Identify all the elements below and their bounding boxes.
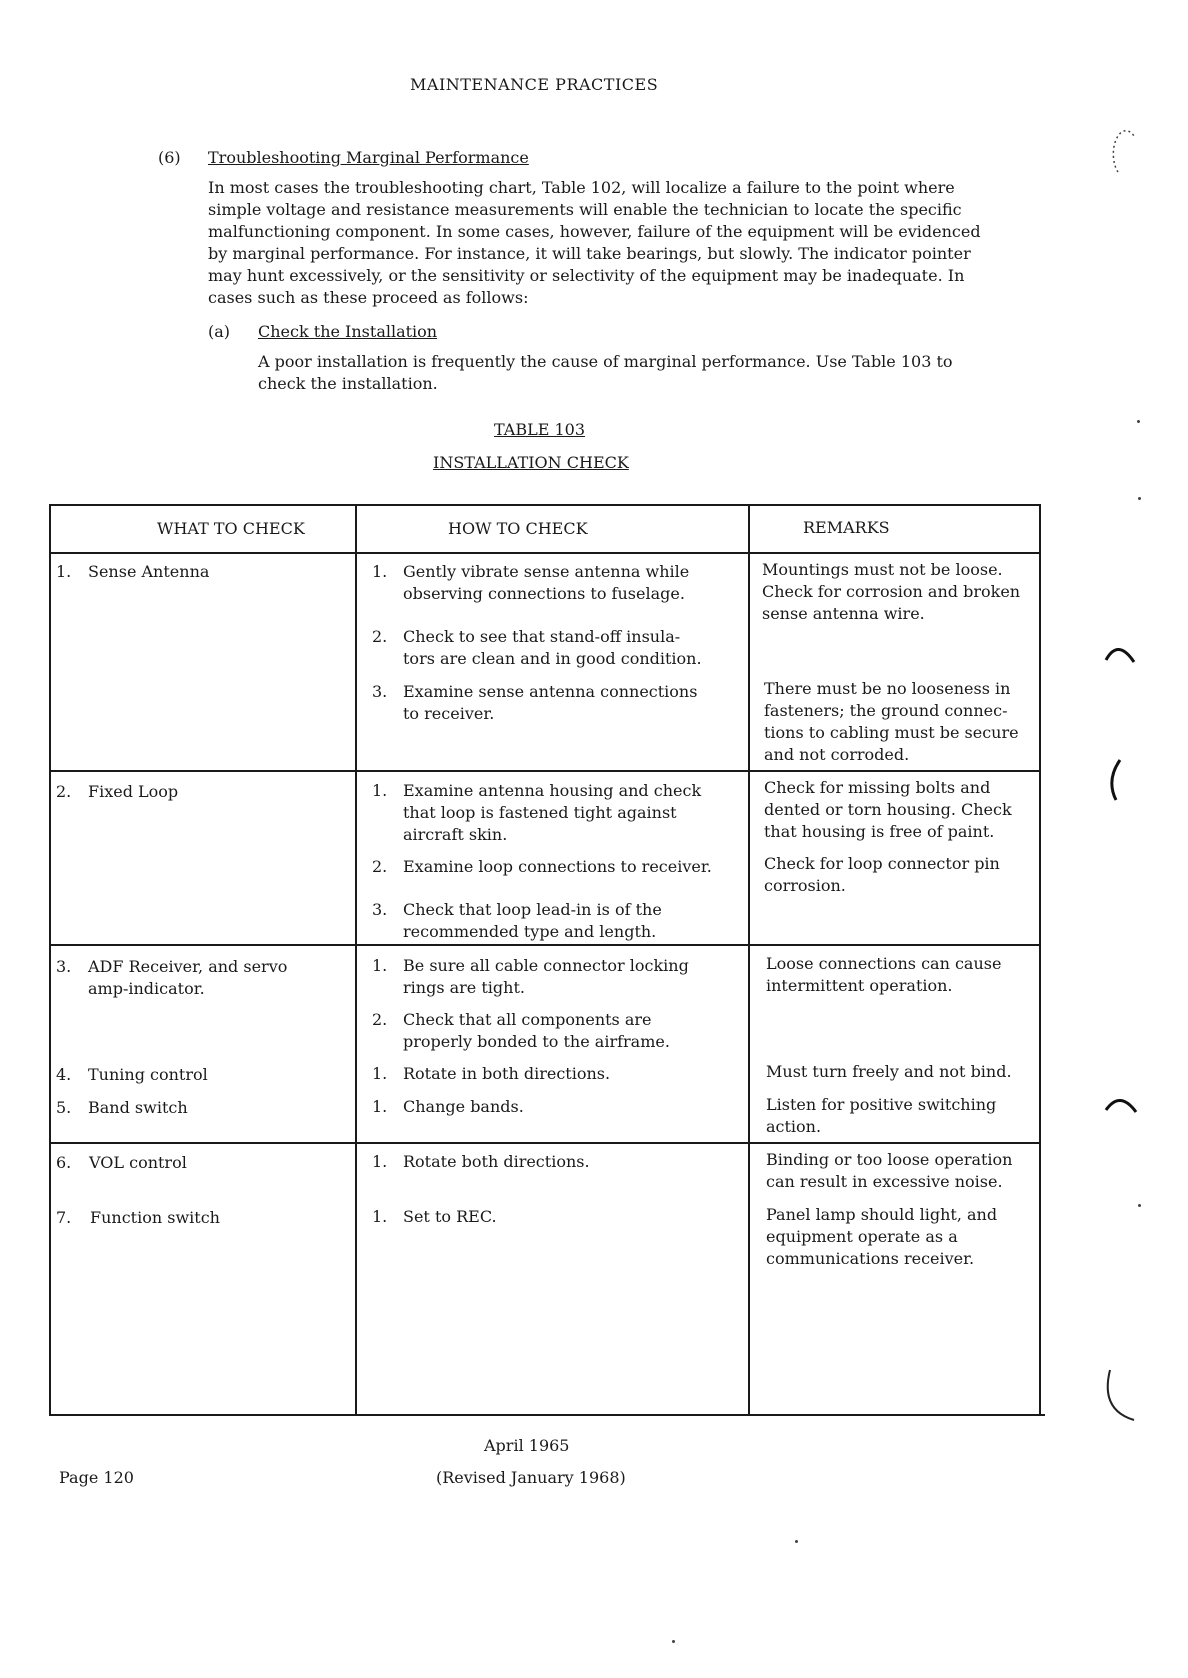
how-step-number: 3. — [372, 682, 388, 701]
what-item-label: Function switch — [90, 1208, 220, 1227]
table-title: INSTALLATION CHECK — [433, 453, 629, 472]
footer-page-number: Page 120 — [59, 1468, 134, 1487]
remark-text — [766, 1149, 1012, 1193]
remark-line: Check for corrosion and broken — [762, 582, 1021, 601]
what-item-number: 3. — [56, 957, 72, 976]
how-step-text — [403, 856, 712, 878]
how-step-line: aircraft skin. — [403, 825, 508, 844]
how-step-text — [403, 1009, 670, 1053]
how-step-line: Set to REC. — [403, 1207, 497, 1226]
remark-line: Binding or too loose operation — [766, 1150, 1013, 1169]
what-item-number: 7. — [56, 1208, 72, 1227]
how-step-text — [403, 899, 662, 943]
how-step-number: 2. — [372, 627, 388, 646]
how-step-line: rings are tight. — [403, 978, 525, 997]
what-item-label — [88, 956, 287, 1000]
binder-hole-mark — [1108, 1370, 1134, 1420]
what-item-label: Sense Antenna — [88, 562, 210, 581]
how-step-number: 1. — [372, 1064, 388, 1083]
what-item-line: ADF Receiver, and servo — [88, 957, 288, 976]
how-step-line: Change bands. — [403, 1097, 524, 1116]
footer-date: April 1965 — [484, 1436, 570, 1455]
how-step-line: Check that loop lead-in is of the — [403, 900, 662, 919]
remark-line: Must turn freely and not bind. — [766, 1062, 1012, 1081]
what-item-line: amp-indicator. — [88, 979, 205, 998]
table-row-divider — [49, 1142, 1041, 1144]
remark-line: tions to cabling must be secure — [764, 723, 1019, 742]
remark-line: action. — [766, 1117, 822, 1136]
how-step-text — [403, 1063, 610, 1085]
section-paragraph-line: malfunctioning component. In some cases, however, failure of the equipment will be evidenced — [208, 222, 981, 241]
table-border-right — [1039, 504, 1041, 1416]
how-step-text — [403, 780, 701, 846]
what-item-number: 5. — [56, 1098, 72, 1117]
how-step-number: 1. — [372, 1152, 388, 1171]
remark-line: There must be no looseness in — [764, 679, 1011, 698]
how-step-text — [403, 1151, 590, 1173]
scan-speck — [1137, 420, 1140, 423]
remark-line: corrosion. — [764, 876, 846, 895]
remark-text — [764, 777, 1012, 843]
scan-speck — [672, 1640, 675, 1643]
how-step-line: Examine sense antenna connections — [403, 682, 698, 701]
remark-text — [762, 559, 1020, 625]
table-border-top — [49, 504, 1041, 506]
section-paragraph-line: by marginal performance. For instance, it will take bearings, but slowly. The indicator pointer — [208, 244, 971, 263]
col-header-what: WHAT TO CHECK — [157, 519, 305, 538]
scan-speck — [1138, 497, 1141, 500]
how-step-number: 3. — [372, 900, 388, 919]
remark-line: fasteners; the ground connec- — [764, 701, 1008, 720]
remark-line: Listen for positive switching — [766, 1095, 997, 1114]
how-step-line: recommended type and length. — [403, 922, 657, 941]
remark-text — [766, 1061, 1012, 1083]
remark-text — [766, 1204, 997, 1270]
table-number: TABLE 103 — [494, 420, 586, 439]
table-column-divider — [355, 504, 357, 1416]
binder-hole-marks — [1090, 120, 1188, 1440]
subsection-paragraph-line: check the installation. — [258, 374, 438, 393]
remark-line: can result in excessive noise. — [766, 1172, 1003, 1191]
what-item-number: 1. — [56, 562, 72, 581]
what-item-number: 2. — [56, 782, 72, 801]
subsection-paragraph-line: A poor installation is frequently the cause of marginal performance. Use Table 103 to — [258, 352, 953, 371]
how-step-line: Rotate both directions. — [403, 1152, 590, 1171]
what-item-number: 4. — [56, 1065, 72, 1084]
what-item-number: 6. — [56, 1153, 72, 1172]
remark-line: and not corroded. — [764, 745, 910, 764]
how-step-number: 1. — [372, 1097, 388, 1116]
how-step-line: tors are clean and in good condition. — [403, 649, 702, 668]
section-title: Troubleshooting Marginal Performance — [208, 148, 529, 167]
table-column-divider — [748, 504, 750, 1416]
section-paragraph-line: In most cases the troubleshooting chart, Table 102, will localize a failure to the point where — [208, 178, 955, 197]
remark-line: Panel lamp should light, and — [766, 1205, 998, 1224]
how-step-text — [403, 1096, 524, 1118]
remark-text — [766, 953, 1001, 997]
what-item-label: VOL control — [89, 1153, 187, 1172]
section-paragraph-line: simple voltage and resistance measurements will enable the technician to locate the specific — [208, 200, 962, 219]
how-step-line: observing connections to fuselage. — [403, 584, 685, 603]
table-row-divider — [49, 944, 1041, 946]
how-step-line: Be sure all cable connector locking — [403, 956, 689, 975]
how-step-number: 1. — [372, 956, 388, 975]
scan-speck — [795, 1540, 798, 1543]
how-step-line: Check to see that stand-off insula- — [403, 627, 681, 646]
how-step-text — [403, 1206, 497, 1228]
col-header-how: HOW TO CHECK — [448, 519, 588, 538]
how-step-number: 1. — [372, 1207, 388, 1226]
remark-line: that housing is free of paint. — [764, 822, 995, 841]
remark-text — [764, 678, 1019, 766]
section-paragraph-line: may hunt excessively, or the sensitivity or selectivity of the equipment may be inadequate. In — [208, 266, 965, 285]
section-paragraph — [208, 177, 981, 309]
subsection-number: (a) — [208, 322, 231, 341]
remark-text — [766, 1094, 996, 1138]
how-step-line: Rotate in both directions. — [403, 1064, 611, 1083]
remark-line: communications receiver. — [766, 1249, 975, 1268]
binder-hole-mark — [1106, 1100, 1136, 1112]
binder-hole-mark — [1106, 649, 1134, 662]
how-step-line: Examine antenna housing and check — [403, 781, 702, 800]
what-item-label: Band switch — [88, 1098, 188, 1117]
binder-hole-mark — [1113, 131, 1134, 172]
how-step-text — [403, 626, 702, 670]
subsection-title: Check the Installation — [258, 322, 438, 341]
how-step-line: Check that all components are — [403, 1010, 652, 1029]
how-step-number: 2. — [372, 1010, 388, 1029]
how-step-line: Examine loop connections to receiver. — [403, 857, 712, 876]
section-paragraph-line: cases such as these proceed as follows: — [208, 288, 529, 307]
binder-hole-mark — [1112, 760, 1120, 800]
how-step-line: properly bonded to the airframe. — [403, 1032, 670, 1051]
table-row-divider — [49, 770, 1041, 772]
how-step-number: 1. — [372, 781, 388, 800]
how-step-number: 2. — [372, 857, 388, 876]
remark-line: Check for loop connector pin — [764, 854, 1000, 873]
footer-revised-date: (Revised January 1968) — [436, 1468, 626, 1487]
how-step-line: Gently vibrate sense antenna while — [403, 562, 690, 581]
what-item-label: Fixed Loop — [88, 782, 179, 801]
section-number: (6) — [158, 148, 181, 167]
remark-line: Loose connections can cause — [766, 954, 1002, 973]
how-step-number: 1. — [372, 562, 388, 581]
how-step-line: that loop is fastened tight against — [403, 803, 677, 822]
table-header-divider — [49, 552, 1041, 554]
what-item-label: Tuning control — [88, 1065, 208, 1084]
remark-line: intermittent operation. — [766, 976, 953, 995]
page-header: MAINTENANCE PRACTICES — [410, 75, 659, 94]
subsection-paragraph — [258, 351, 953, 395]
how-step-text — [403, 681, 697, 725]
table-border-bottom — [51, 1414, 1045, 1416]
scan-speck — [1138, 1204, 1141, 1207]
how-step-text — [403, 955, 689, 999]
remark-line: sense antenna wire. — [762, 604, 925, 623]
remark-line: Mountings must not be loose. — [762, 560, 1003, 579]
remark-text — [764, 853, 1000, 897]
col-header-remarks: REMARKS — [803, 518, 890, 537]
remark-line: equipment operate as a — [766, 1227, 958, 1246]
remark-line: dented or torn housing. Check — [764, 800, 1012, 819]
table-border-left — [49, 504, 51, 1416]
how-step-line: to receiver. — [403, 704, 495, 723]
remark-line: Check for missing bolts and — [764, 778, 991, 797]
how-step-text — [403, 561, 689, 605]
